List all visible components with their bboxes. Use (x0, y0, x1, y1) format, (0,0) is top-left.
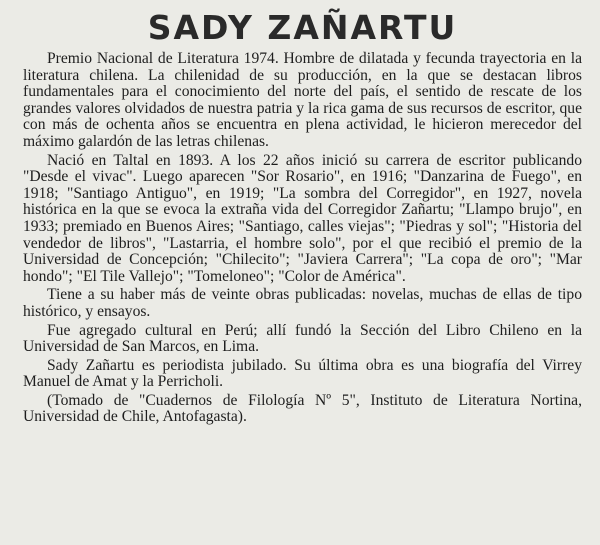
paragraph-award: Premio Nacional de Literatura 1974. Hombre de dilatada y fecunda trayectoria en la literatura chilena. La chilenidad de su producción, en la que se destacan libros fundamentales para el conocimiento del norte del país, el sentido de rescate de los grandes valores olvidados de nuestra patria y la rica gama de sus recursos de escritor, que con más de ochenta años se encuentra en plena actividad, le hicieron merecedor del máximo galardón de las letras chilenas. (23, 50, 582, 150)
article-body (23, 51, 582, 426)
paragraph-peru: Fue agregado cultural en Perú; allí fundó la Sección del Libro Chileno en la Universidad de San Marcos, en Lima. (23, 321, 582, 356)
paragraph-publications: Tiene a su haber más de veinte obras publicadas: novelas, muchas de ellas de tipo histórico, y ensayos. (23, 286, 582, 320)
article-title: SADY ZAÑARTU (147, 8, 458, 47)
paragraph-source: (Tomado de "Cuadernos de Filología Nº 5", Instituto de Literatura Nortina, Universidad de Chile, Antofagasta). (23, 391, 582, 426)
paragraph-journalist: Sady Zañartu es periodista jubilado. Su última obra es una biografía del Virrey Manuel de Amat y la Perricholi. (23, 356, 582, 391)
paragraph-works: Nació en Taltal en 1893. A los 22 años inició su carrera de escritor publicando "Desde el vivac". Luego aparecen "Sor Rosario", en 1916; "Danzarina de Fuego", en 1918; "Santiago Antiguo", en 1919; "La sombra del Corregidor", en 1927, novela histórica en la que se evoca la extraña vida del Corregidor Zañartu; "Llampo brujo", en 1933; premiado en Buenos Aires; "Santiago, calles viejas"; "Piedras y sol"; "Historia del vendedor de libros", "Lastarria, el hombre solo", por el que recibió el premio de la Universidad de Concepción; "Chilecito"; "Javiera Carrera"; "La copa de oro"; "Mar hondo"; "El Tile Vallejo"; "Tomeloneo"; "Color de América". (23, 151, 582, 285)
